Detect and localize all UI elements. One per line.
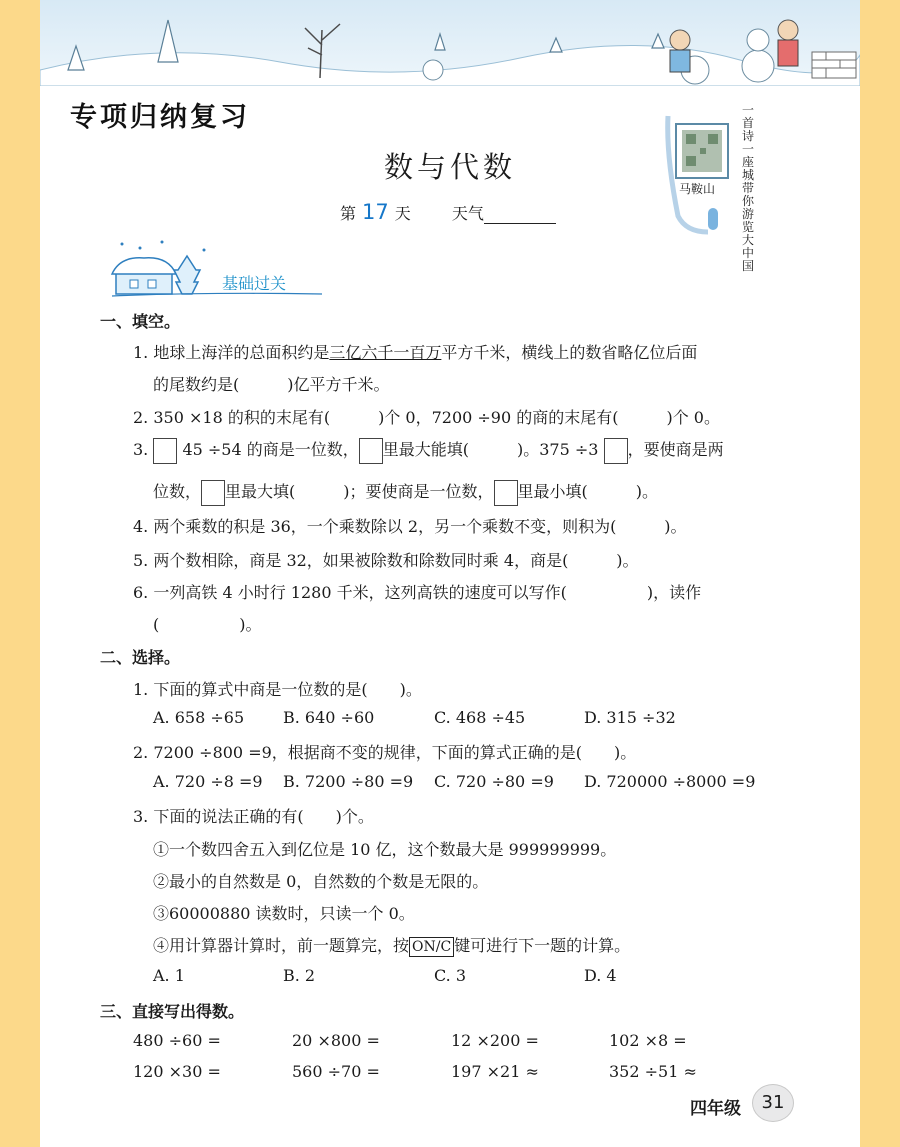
statement-1: ①一个数四舍五入到亿位是 10 亿，这个数最大是 999999999。	[153, 840, 617, 859]
statement-2: ②最小的自然数是 0，自然数的个数是无限的。	[153, 872, 489, 891]
page-number: 31	[752, 1084, 794, 1122]
q3-text-e: 位数，	[153, 482, 202, 501]
page-title: 数与代数	[383, 150, 516, 184]
q3-text-c: 里最大能填( )。375 ÷3	[382, 440, 599, 459]
option[interactable]: C. 468 ÷45	[434, 708, 526, 727]
basics-label: 基础过关	[222, 274, 287, 293]
calc-item: 102 ×8 =	[609, 1031, 687, 1050]
question-1-2: 2. 350 ×18 的积的末尾有( )个 0，7200 ÷90 的商的末尾有( )个 0。	[133, 408, 720, 427]
answer-box[interactable]	[604, 438, 628, 464]
weather-label: 天气	[451, 204, 484, 223]
statement-4-text-b: 键可进行下一题的计算。	[454, 936, 631, 955]
statement-3: ③60000880 读数时，只读一个 0。	[153, 904, 415, 923]
calc-item: 352 ÷51 ≈	[609, 1062, 697, 1081]
question-2-3: 3. 下面的说法正确的有( )个。	[133, 807, 374, 826]
q1-text-b: 平方千米，横线上的数省略亿位后面	[441, 343, 698, 362]
calc-item: 197 ×21 ≈	[451, 1062, 539, 1081]
answer-box[interactable]	[201, 480, 225, 506]
winter-banner	[40, 0, 860, 86]
question-1-1-cont: 的尾数约是( )亿平方千米。	[153, 375, 390, 394]
option[interactable]: B. 640 ÷60	[283, 708, 375, 727]
option[interactable]: A. 1	[153, 966, 185, 985]
calc-item: 560 ÷70 =	[292, 1062, 380, 1081]
day-weather-line	[340, 200, 556, 224]
calc-item: 480 ÷60 =	[133, 1031, 221, 1050]
question-1-3-cont	[153, 479, 658, 506]
option[interactable]: D. 4	[584, 966, 617, 985]
question-2-2: 2. 7200 ÷800 =9，根据商不变的规律，下面的算式正确的是( )。	[133, 743, 637, 762]
answer-box[interactable]	[359, 438, 383, 464]
day-number: 17	[362, 200, 389, 224]
part3-heading: 三、直接写出得数。	[100, 1002, 245, 1021]
q3-text-f: 里最大填( )；要使商是一位数，	[225, 482, 494, 501]
part2-heading: 二、选择。	[100, 648, 181, 667]
question-1-4: 4. 两个乘数的积是 36，一个乘数除以 2，另一个乘数不变，则积为( )。	[133, 517, 687, 536]
option[interactable]: C. 720 ÷80 =9	[434, 772, 554, 791]
snow-house-icon	[110, 238, 325, 300]
calc-item: 120 ×30 =	[133, 1062, 221, 1081]
calc-item: 12 ×200 =	[451, 1031, 539, 1050]
option[interactable]: B. 7200 ÷80 =9	[283, 772, 414, 791]
statement-4-text-a: ④用计算器计算时，前一题算完，按	[153, 936, 410, 955]
question-1-1	[133, 340, 697, 363]
qr-vertical-caption: 一首诗一座城带你游览大中国	[742, 103, 755, 273]
answer-box[interactable]	[494, 480, 518, 506]
weather-blank[interactable]	[484, 207, 556, 224]
day-suffix: 天	[394, 204, 411, 223]
answer-box[interactable]	[153, 438, 177, 464]
winter-scene-illustration	[40, 0, 860, 86]
section-title: 专项归纳复习	[70, 102, 250, 133]
question-2-1: 1. 下面的算式中商是一位数的是( )。	[133, 680, 422, 699]
grade-label: 四年级	[690, 1099, 741, 1119]
day-prefix: 第	[340, 204, 357, 223]
question-1-6-cont: ( )。	[153, 615, 262, 634]
calc-item: 20 ×800 =	[292, 1031, 380, 1050]
q3-number: 3.	[133, 440, 149, 459]
qr-code-panel	[660, 96, 796, 273]
q3-text-g: 里最小填( )。	[517, 482, 659, 501]
option[interactable]: A. 658 ÷65	[153, 708, 245, 727]
part1-heading: 一、填空。	[100, 312, 181, 331]
q3-text-b: 45 ÷54 的商是一位数，	[182, 440, 359, 459]
option[interactable]: D. 315 ÷32	[584, 708, 676, 727]
option[interactable]: B. 2	[283, 966, 316, 985]
option[interactable]: C. 3	[434, 966, 467, 985]
statement-4	[153, 933, 630, 957]
question-1-3	[133, 437, 724, 464]
q1-text-a: 1. 地球上海洋的总面积约是	[133, 343, 330, 362]
qr-decoration	[660, 96, 796, 236]
q3-text-d: ，要使商是两	[627, 440, 724, 459]
q1-underlined-number: 三亿六千一百万	[329, 343, 442, 362]
option[interactable]: A. 720 ÷8 =9	[153, 772, 263, 791]
qr-city-label: 马鞍山	[679, 182, 716, 196]
question-1-5: 5. 两个数相除，商是 32，如果被除数和除数同时乘 4，商是( )。	[133, 551, 639, 570]
option[interactable]: D. 720000 ÷8000 =9	[584, 772, 756, 791]
on-c-key: ON/C	[409, 937, 454, 957]
question-1-6: 6. 一列高铁 4 小时行 1280 千米，这列高铁的速度可以写作( )，读作	[133, 583, 702, 602]
